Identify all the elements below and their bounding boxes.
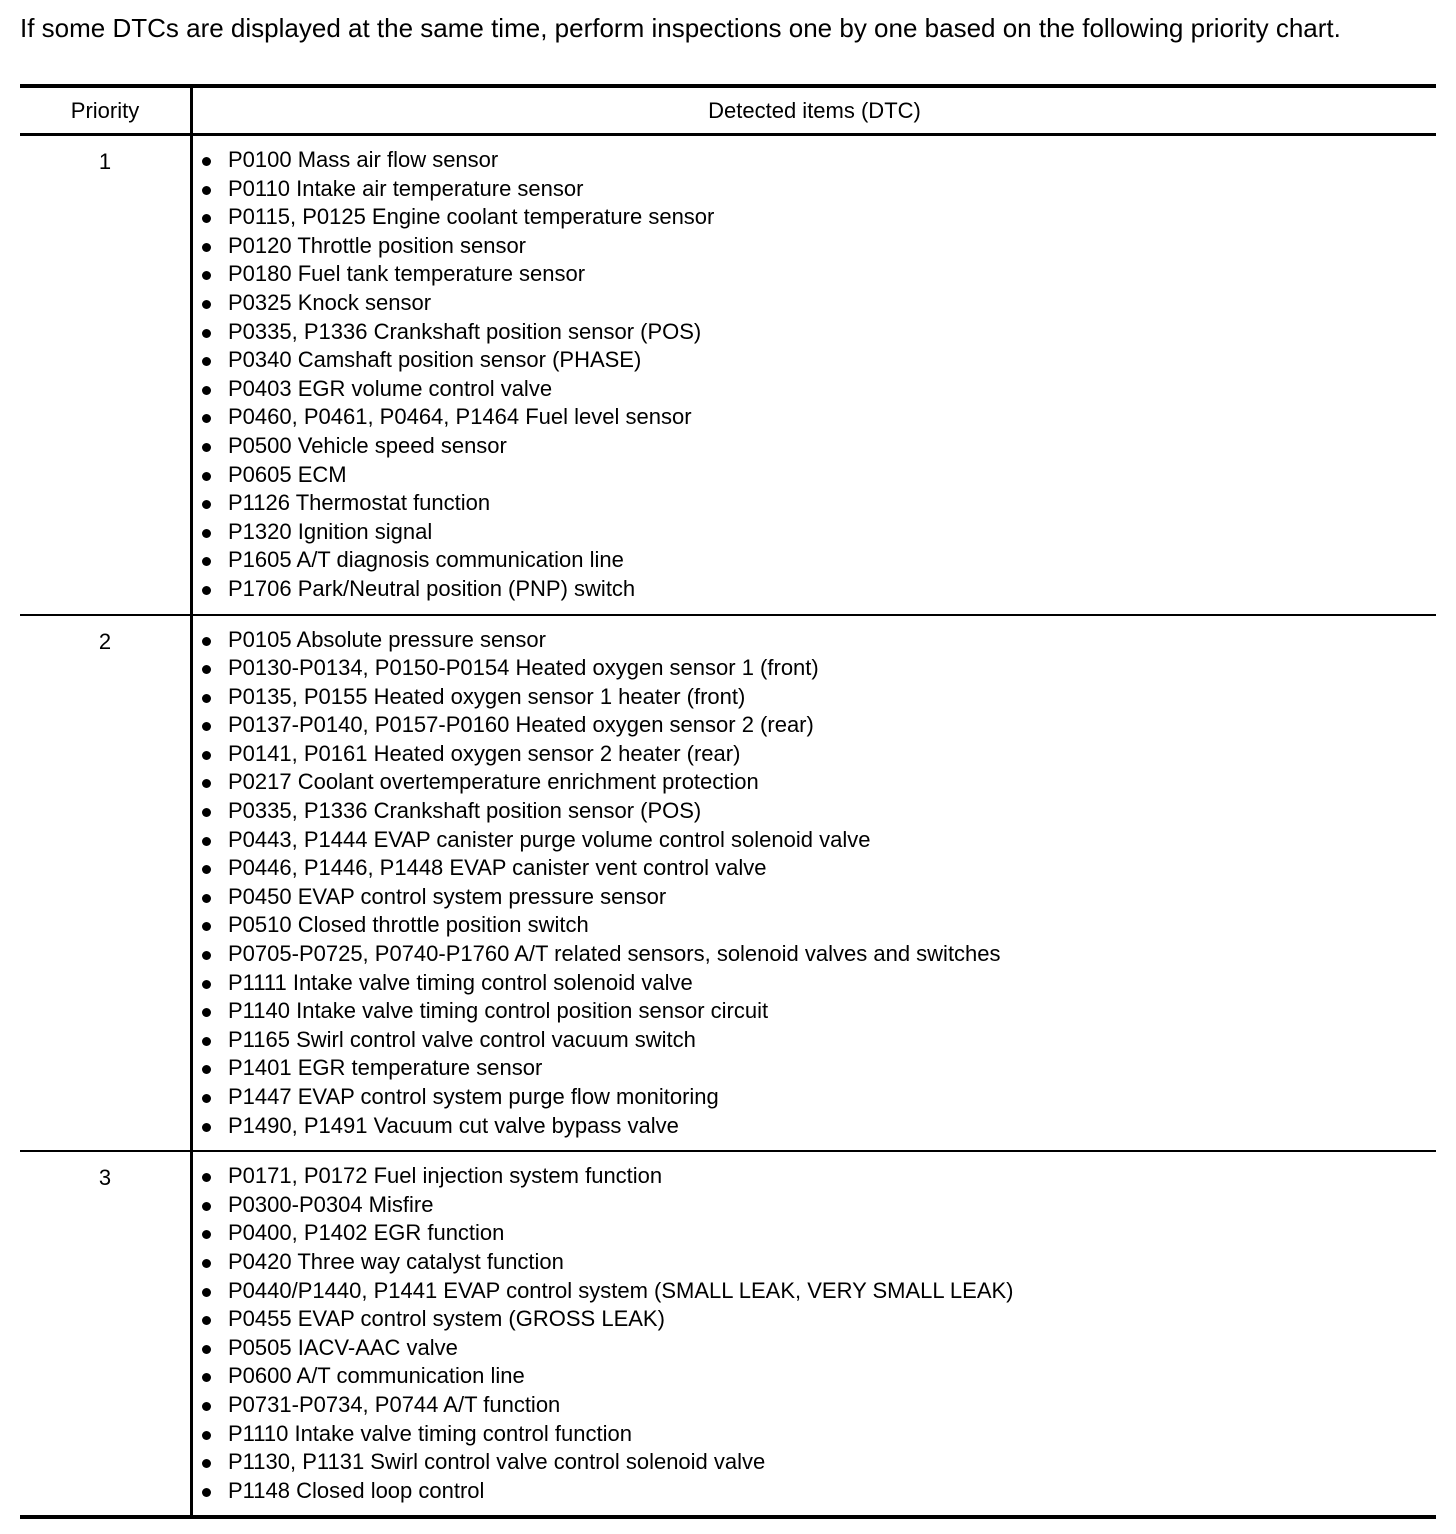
priority-column-header: Priority (20, 86, 192, 135)
dtc-list-item: P0100 Mass air flow sensor (202, 146, 1436, 175)
dtc-list-item: P1401 EGR temperature sensor (202, 1054, 1436, 1083)
dtc-list-item: P0600 A/T communication line (202, 1362, 1436, 1391)
detected-items-cell (192, 615, 1437, 1152)
detected-items-column-header: Detected items (DTC) (708, 97, 921, 123)
dtc-list-item: P0141, P0161 Heated oxygen sensor 2 heater (rear) (202, 740, 1436, 769)
dtc-priority-table (20, 84, 1436, 1519)
dtc-list-item: P0400, P1402 EGR function (202, 1219, 1436, 1248)
dtc-list-item: P1447 EVAP control system purge flow monitoring (202, 1083, 1436, 1112)
detected-items-cell (192, 1151, 1437, 1517)
dtc-list-item: P0605 ECM (202, 461, 1436, 490)
dtc-list (193, 616, 1436, 1151)
dtc-list-item: P1110 Intake valve timing control function (202, 1420, 1436, 1449)
dtc-list-item: P0135, P0155 Heated oxygen sensor 1 heater (front) (202, 683, 1436, 712)
dtc-list-item: P1490, P1491 Vacuum cut valve bypass valve (202, 1112, 1436, 1141)
priority-row-1 (20, 135, 1436, 615)
dtc-list-item: P0446, P1446, P1448 EVAP canister vent control valve (202, 854, 1436, 883)
dtc-list-item: P0731-P0734, P0744 A/T function (202, 1391, 1436, 1420)
dtc-list-item: P1320 Ignition signal (202, 518, 1436, 547)
dtc-list-item: P0325 Knock sensor (202, 289, 1436, 318)
dtc-list-item: P0217 Coolant overtemperature enrichment protection (202, 768, 1436, 797)
dtc-list-item: P0335, P1336 Crankshaft position sensor (POS) (202, 318, 1436, 347)
dtc-list-item: P1126 Thermostat function (202, 489, 1436, 518)
dtc-list-item: P0300-P0304 Misfire (202, 1191, 1436, 1220)
dtc-list-item: P0340 Camshaft position sensor (PHASE) (202, 346, 1436, 375)
dtc-list-item: P0105 Absolute pressure sensor (202, 626, 1436, 655)
priority-row-3 (20, 1151, 1436, 1517)
detected-items-cell (192, 135, 1437, 615)
dtc-list-item: P1605 A/T diagnosis communication line (202, 546, 1436, 575)
priority-value: 2 (20, 615, 192, 1152)
dtc-list-item: P0440/P1440, P1441 EVAP control system (SMALL LEAK, VERY SMALL LEAK) (202, 1277, 1436, 1306)
dtc-list (193, 1152, 1436, 1515)
dtc-list-item: P0110 Intake air temperature sensor (202, 175, 1436, 204)
dtc-list-item: P0171, P0172 Fuel injection system function (202, 1162, 1436, 1191)
dtc-list-item: P0450 EVAP control system pressure sensor (202, 883, 1436, 912)
dtc-list-item: P0403 EGR volume control valve (202, 375, 1436, 404)
dtc-list-item: P1165 Swirl control valve control vacuum switch (202, 1026, 1436, 1055)
table-header-row (20, 86, 1436, 135)
dtc-list-item: P0505 IACV-AAC valve (202, 1334, 1436, 1363)
dtc-list-item: P0420 Three way catalyst function (202, 1248, 1436, 1277)
dtc-list-item: P0115, P0125 Engine coolant temperature sensor (202, 203, 1436, 232)
priority-value: 1 (20, 135, 192, 615)
priority-value: 3 (20, 1151, 192, 1517)
dtc-list-item: P0120 Throttle position sensor (202, 232, 1436, 261)
table-body (20, 135, 1436, 1518)
dtc-list-item: P1706 Park/Neutral position (PNP) switch (202, 575, 1436, 604)
dtc-list-item: P0705-P0725, P0740-P1760 A/T related sensors, solenoid valves and switches (202, 940, 1436, 969)
dtc-list-item: P0460, P0461, P0464, P1464 Fuel level sensor (202, 403, 1436, 432)
dtc-list (193, 136, 1436, 614)
dtc-list-item: P1130, P1131 Swirl control valve control solenoid valve (202, 1448, 1436, 1477)
dtc-list-item: P1111 Intake valve timing control solenoid valve (202, 969, 1436, 998)
dtc-list-item: P0500 Vehicle speed sensor (202, 432, 1436, 461)
dtc-list-item: P0510 Closed throttle position switch (202, 911, 1436, 940)
dtc-list-item: P0180 Fuel tank temperature sensor (202, 260, 1436, 289)
dtc-list-item: P0455 EVAP control system (GROSS LEAK) (202, 1305, 1436, 1334)
dtc-list-item: P1140 Intake valve timing control position sensor circuit (202, 997, 1436, 1026)
intro-paragraph: If some DTCs are displayed at the same time, perform inspections one by one based on the following priority chart. (20, 13, 1341, 43)
dtc-list-item: P0130-P0134, P0150-P0154 Heated oxygen sensor 1 (front) (202, 654, 1436, 683)
dtc-list-item: P0335, P1336 Crankshaft position sensor (POS) (202, 797, 1436, 826)
dtc-list-item: P0137-P0140, P0157-P0160 Heated oxygen sensor 2 (rear) (202, 711, 1436, 740)
priority-row-2 (20, 615, 1436, 1152)
dtc-list-item: P1148 Closed loop control (202, 1477, 1436, 1506)
dtc-list-item: P0443, P1444 EVAP canister purge volume control solenoid valve (202, 826, 1436, 855)
